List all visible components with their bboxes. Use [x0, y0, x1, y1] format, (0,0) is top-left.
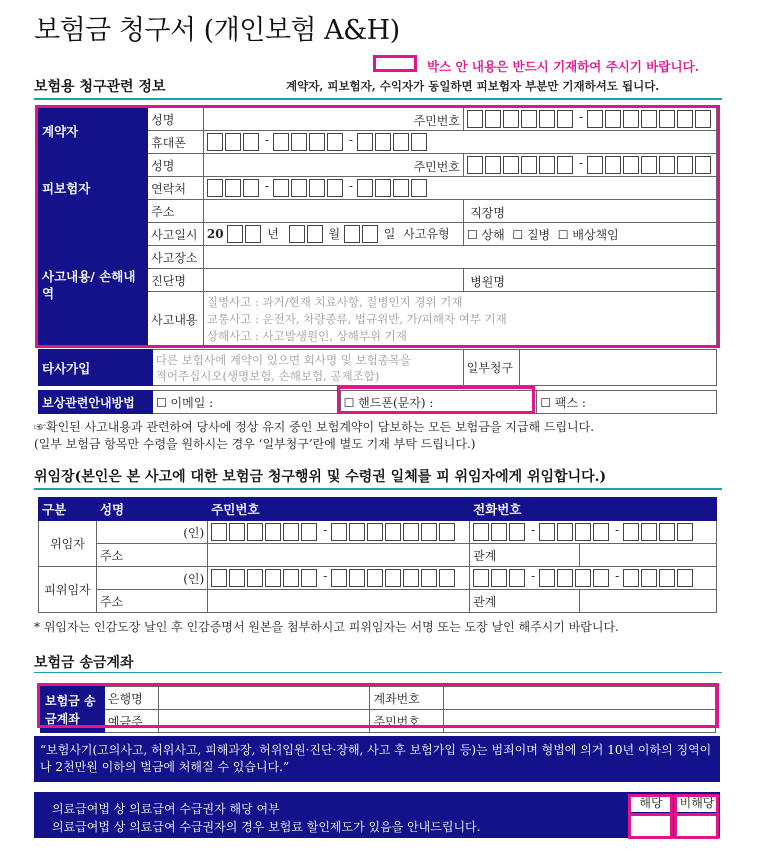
insured-rrn-label: 주민번호 — [413, 160, 460, 174]
checkbox-injury[interactable]: ☐ 상해 — [466, 227, 505, 242]
delegatee-address-label: 주소 — [96, 590, 207, 613]
contractor-header: 계약자 — [39, 108, 148, 154]
other-insurance-hint2: 적어주십시오(생명보험, 손해보험, 공제조합) — [155, 368, 380, 383]
contractor-name-label: 성명 — [148, 108, 204, 131]
checkbox-liability[interactable]: ☐ 배상책임 — [557, 227, 619, 242]
required-box-main — [35, 105, 720, 348]
required-box-phone — [337, 386, 535, 414]
delegator-relation-label: 관계 — [470, 544, 580, 567]
content-hint-traffic: 교통사고 : 운전자, 차량종류, 법규위반, 가/피해자 여부 기재 — [206, 312, 507, 326]
insured-name-label: 성명 — [148, 154, 204, 177]
legend-box-sample — [373, 55, 417, 72]
other-insurance-hint1: 다른 보험사에 계약이 있으면 회사명 및 보험종목을 — [155, 352, 412, 367]
accident-place-label: 사고장소 — [148, 246, 204, 269]
fraud-warning-text: “보험사기(고의사고, 허위사고, 피해과장, 허위입원·진단·장해, 사고 후 보험가입 등)는 범죄이며 형법에 의거 10년 이하의 징역이나 2천만원 이하의 벌금에 처해질 수 있습니다.” — [40, 743, 712, 774]
delegator-rrn-field[interactable]: - — [208, 521, 470, 544]
delegator-name-field[interactable] — [96, 521, 207, 544]
medical-no-frame — [674, 794, 719, 839]
delegator-seal: (인) — [183, 525, 205, 540]
diagnosis-label: 진단명 — [148, 269, 204, 292]
delegatee-label: 피위임자 — [39, 567, 97, 613]
col-rrn: 주민번호 — [208, 498, 470, 521]
section3-divider — [34, 672, 722, 673]
confirm-line1: ☞확인된 사고내용과 관련하여 당사에 정상 유지 중인 보험계약이 담보하는 모든 보험금을 지급해 드립니다. — [34, 420, 595, 434]
bank-header: 보험금 송금계좌 — [41, 687, 105, 733]
medical-no-label: 비해당 — [676, 795, 718, 812]
insured-rrn-field[interactable]: - — [463, 154, 716, 177]
required-box-bank — [37, 683, 719, 728]
col-phone: 전화번호 — [470, 498, 717, 521]
month-label: 월 — [328, 226, 341, 241]
notice-email[interactable]: ☐ 이메일 : — [152, 391, 340, 414]
contractor-phone-field[interactable]: - - — [203, 131, 716, 154]
hospital-label: 병원명 — [470, 275, 505, 289]
accident-date-label: 사고일시 — [148, 223, 204, 246]
year-prefix: 20 — [206, 226, 224, 241]
notice-phone[interactable]: ☐ 핸드폰(문자) : — [340, 391, 537, 414]
content-hint-injury: 상해사고 : 사고발생원인, 상해부위 기재 — [206, 329, 407, 343]
medical-yes-frame — [628, 794, 673, 839]
delegatee-relation-field[interactable] — [580, 590, 717, 613]
checkbox-disease[interactable]: ☐ 질병 — [512, 227, 551, 242]
insured-contact-label: 연락처 — [148, 177, 204, 200]
content-hint-disease: 질병사고 : 과거/현재 치료사항, 질병인지 경위 기재 — [206, 295, 463, 309]
day-label: 일 — [383, 226, 396, 241]
contractor-phone-label: 휴대폰 — [148, 131, 204, 154]
other-insurance-row — [38, 349, 717, 386]
account-number-label: 계좌번호 — [370, 687, 444, 710]
section2-title: 위임장(본인은 본 사고에 대한 보험금 청구행위 및 수령권 일체를 피 위임자에게 위임합니다.) — [34, 469, 607, 485]
notice-fax[interactable]: ☐ 팩스 : — [537, 391, 717, 414]
delegator-relation-field[interactable] — [580, 544, 717, 567]
insured-workplace-label: 직장명 — [470, 206, 505, 220]
contractor-rrn-field[interactable]: - — [463, 108, 716, 131]
confirm-line2: (일부 보험금 항목만 수령을 원하시는 경우 ‘일부청구’란에 별도 기재 부탁 드립니다.) — [34, 437, 476, 451]
section3-title: 보험금 송금계좌 — [34, 655, 134, 671]
contractor-rrn-label: 주민번호 — [413, 114, 460, 128]
fraud-warning — [34, 736, 720, 782]
col-name: 성명 — [96, 498, 207, 521]
col-category: 구분 — [39, 498, 97, 521]
partial-claim-label: 일부청구 — [463, 350, 519, 386]
section1-note: 계약자, 피보험자, 수익자가 동일하면 피보험자 부분만 기재하셔도 됩니다. — [286, 79, 660, 93]
medical-yes-label: 해당 — [630, 795, 672, 812]
accident-type-label: 사고유형 — [403, 226, 450, 241]
partial-claim-field[interactable] — [519, 350, 716, 386]
accident-content-label: 사고내용 — [148, 292, 204, 348]
delegator-address-field[interactable] — [208, 544, 470, 567]
legend-note: 박스 안 내용은 반드시 기재하여 주시기 바랍니다. — [427, 59, 699, 74]
insured-header: 피보험자 — [39, 154, 148, 223]
section1-divider — [34, 98, 722, 100]
insured-address-label: 주소 — [148, 200, 204, 223]
delegatee-phone-field[interactable]: - - — [470, 567, 717, 590]
bank-name-label: 은행명 — [104, 687, 158, 710]
account-holder-label: 예금주 — [104, 710, 158, 733]
delegatee-rrn-field[interactable]: - — [208, 567, 470, 590]
delegation-footnote: * 위임자는 인감도장 날인 후 인감증명서 원본을 첨부하시고 피위임자는 서명 또는 도장 날인 해주시기 바랍니다. — [34, 620, 619, 634]
section1-title: 보험용 청구관련 정보 — [34, 79, 166, 95]
other-insurance-field[interactable] — [152, 350, 463, 386]
medical-aid-line1: 의료급여법 상 의료급여 수급권자 해당 여부 — [52, 802, 280, 816]
medical-aid-line2: 의료급여법 상 의료급여 수급권자의 경우 보험료 할인제도가 있음을 안내드립니다. — [52, 820, 481, 834]
insured-contact-field[interactable]: - - — [203, 177, 716, 200]
delegatee-seal: (인) — [183, 571, 205, 586]
year-label: 년 — [267, 226, 279, 241]
delegator-label: 위임자 — [39, 521, 97, 567]
delegator-address-label: 주소 — [96, 544, 207, 567]
page-title: 보험금 청구서 (개인보험 A&H) — [34, 15, 400, 46]
medical-aid-box — [34, 792, 720, 838]
delegatee-address-field[interactable] — [208, 590, 470, 613]
other-insurance-header: 타사가입 — [39, 350, 153, 386]
accident-header: 사고내용/ 손해내역 — [39, 223, 148, 348]
notice-method-header: 보상관련안내방법 — [39, 391, 153, 414]
delegatee-name-field[interactable] — [96, 567, 207, 590]
delegatee-relation-label: 관계 — [470, 590, 580, 613]
delegation-table — [38, 497, 717, 613]
delegator-phone-field[interactable]: - - — [470, 521, 717, 544]
holder-rrn-label: 주민번호 — [370, 710, 444, 733]
section2-divider — [34, 488, 722, 490]
